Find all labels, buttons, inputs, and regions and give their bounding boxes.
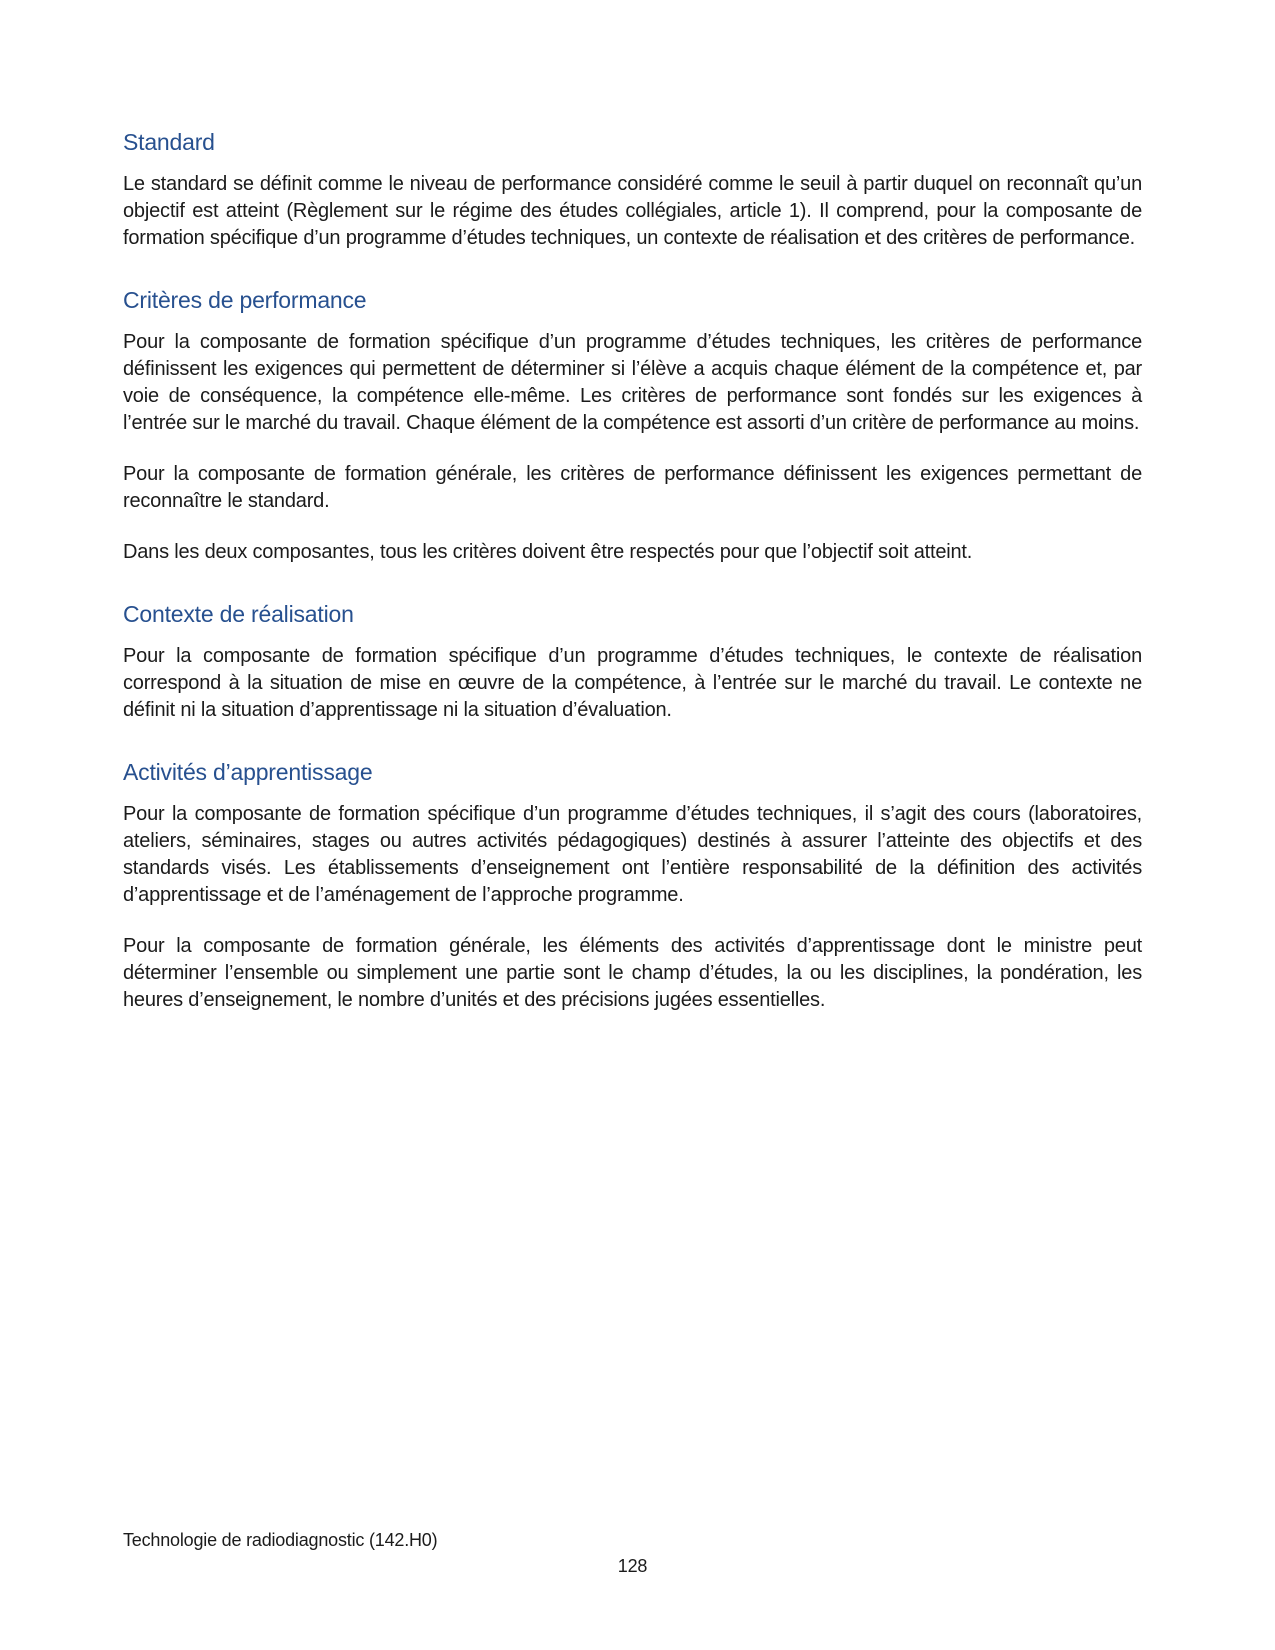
- section-contexte-de-realisation: [123, 600, 1142, 724]
- section-heading-activites-d-apprentissage: Activités d’apprentissage: [123, 759, 373, 785]
- section-heading-contexte-de-realisation: Contexte de réalisation: [123, 601, 354, 627]
- section-activites-d-apprentissage: [123, 758, 1142, 1014]
- section-standard: [123, 128, 1142, 252]
- paragraph: Pour la composante de formation spécifique d’un programme d’études techniques, il s’agit des cours (laboratoires, ateliers, séminaires, stages ou autres activités pédagogiques) destinés à assurer l’atteinte des objectifs et des standards visés. Les établissements d’enseignement ont l’entière responsabilité de la définition des activités d’apprentissage et de l’aménagement de l’approche programme.: [123, 803, 1142, 906]
- paragraph: Le standard se définit comme le niveau de performance considéré comme le seuil à partir duquel on reconnaît qu’un objectif est atteint (Règlement sur le régime des études collégiales, article 1). Il comprend, pour la composante de formation spécifique d’un programme d’études techniques, un contexte de réalisation et des critères de performance.: [123, 173, 1142, 249]
- footer-document-title: Technologie de radiodiagnostic (142.H0): [123, 1530, 438, 1550]
- paragraph: Pour la composante de formation spécifique d’un programme d’études techniques, le contexte de réalisation correspond à la situation de mise en œuvre de la compétence, à l’entrée sur le marché du travail. Le contexte ne définit ni la situation d’apprentissage ni la situation d’évaluation.: [123, 645, 1142, 721]
- paragraph: Pour la composante de formation générale, les critères de performance définissent les exigences permettant de reconnaître le standard.: [123, 463, 1142, 512]
- section-heading-standard: Standard: [123, 129, 215, 155]
- page-number: 128: [617, 1556, 648, 1576]
- section-heading-criteres-de-performance: Critères de performance: [123, 287, 367, 313]
- page-content: [123, 128, 1142, 1038]
- paragraph: Dans les deux composantes, tous les critères doivent être respectés pour que l’objectif soit atteint.: [123, 541, 973, 563]
- page-footer: [123, 1528, 1142, 1578]
- section-criteres-de-performance: [123, 286, 1142, 566]
- paragraph: Pour la composante de formation générale, les éléments des activités d’apprentissage dont le ministre peut déterminer l’ensemble ou simplement une partie sont le champ d’études, la ou les disciplines, la pondération, les heures d’enseignement, le nombre d’unités et des précisions jugées essentielles.: [123, 935, 1142, 1011]
- paragraph: Pour la composante de formation spécifique d’un programme d’études techniques, les critères de performance définissent les exigences qui permettent de déterminer si l’élève a acquis chaque élément de la compétence et, par voie de conséquence, la compétence elle-même. Les critères de performance sont fondés sur les exigences à l’entrée sur le marché du travail. Chaque élément de la compétence est assorti d’un critère de performance au moins.: [123, 331, 1142, 434]
